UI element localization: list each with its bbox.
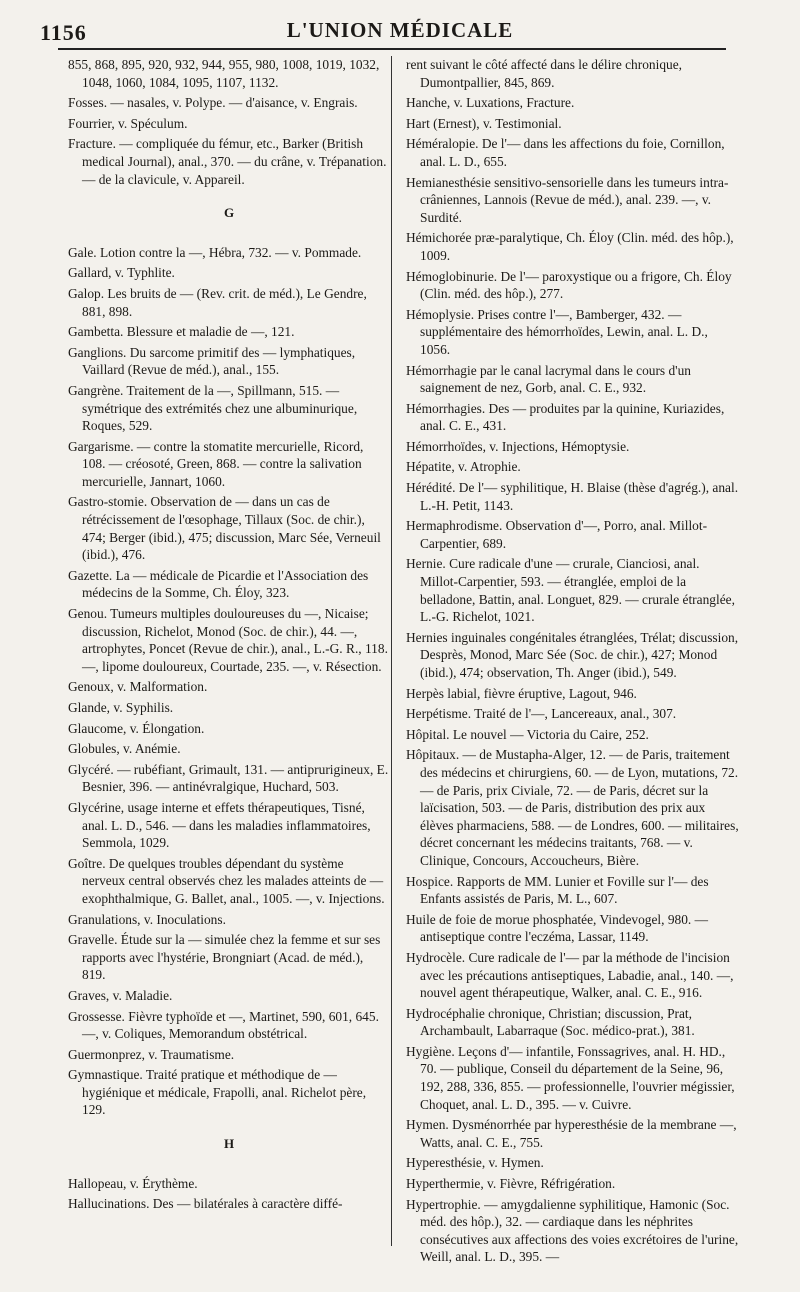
index-entry: Graves, v. Maladie. bbox=[68, 987, 173, 1003]
index-entry: Glaucome, v. Élongation. bbox=[68, 720, 205, 736]
index-entry: Hôpital. Le nouvel — Victoria du Caire, 252. bbox=[406, 726, 649, 742]
index-entry: Hémorrhoïdes, v. Injections, Hémoptysie. bbox=[406, 438, 630, 454]
index-entry: Gargarisme. — contre la stomatite mercurielle, Ricord, 108. — créosoté, Green, 868. — contre la salivation mercurielle, Jannart, 1060. bbox=[68, 438, 364, 489]
index-entry: Guermonprez, v. Traumatisme. bbox=[68, 1046, 235, 1062]
index-entry: Hymen. Dysménorrhée par hyperesthésie de la membrane —, Watts, anal. C. E., 755. bbox=[406, 1117, 737, 1150]
index-entry: Glycérine, usage interne et effets thérapeutiques, Tisné, anal. L. D., 546. — dans les maladies inflammatoires, Semmola, 1029. bbox=[68, 799, 371, 851]
index-entry: Gangrène. Traitement de la —, Spillmann, 515. — symétrique des extrémités chez une albuminurique, Roques, 529. bbox=[68, 382, 358, 434]
page-header bbox=[40, 14, 760, 46]
index-entry: Hérédité. De l'— syphilitique, H. Blaise (thèse d'agrég.), anal. L.-H. Petit, 1143. bbox=[406, 480, 739, 513]
index-entry: Hermaphrodisme. Observation d'—, Porro, anal. Millot-Carpentier, 689. bbox=[406, 518, 708, 551]
index-entry: Huile de foie de morue phosphatée, Vindevogel, 980. — antiseptique contre l'eczéma, Lassar, 1149. bbox=[406, 911, 709, 945]
index-entry: Hallucinations. Des — bilatérales à caractère diffé- bbox=[68, 1196, 343, 1212]
index-entry: Hospice. Rapports de MM. Lunier et Foville sur l'— des Enfants assistés de Paris, M. L., 607. bbox=[406, 873, 709, 907]
index-entry: Hanche, v. Luxations, Fracture. bbox=[406, 95, 575, 111]
index-entry: Hyperthermie, v. Fièvre, Réfrigération. bbox=[406, 1176, 616, 1192]
index-entry: Genoux, v. Malformation. bbox=[68, 679, 208, 695]
section-letter: G bbox=[223, 205, 235, 221]
index-entry: Fourrier, v. Spéculum. bbox=[68, 115, 188, 131]
index-entry: 855, 868, 895, 920, 932, 944, 955, 980, 1008, 1019, 1032, 1048, 1060, 1084, 1095, 1107, 1132. bbox=[68, 57, 380, 90]
index-entry: Glycéré. — rubéfiant, Grimault, 131. — antiprurigineux, E. Besnier, 396. — antinévralgique, Huchard, 503. bbox=[68, 761, 389, 795]
index-entry: Hépatite, v. Atrophie. bbox=[406, 459, 521, 475]
index-entry: Gazette. La — médicale de Picardie et l'Association des médecins de la Somme, Ch. Éloy, 323. bbox=[68, 567, 369, 601]
right-column bbox=[406, 56, 740, 1269]
index-entry: Hypertrophie. — amygdalienne syphilitique, Hamonic (Soc. méd. des hôp.), 32. — cardiaque dans les néphrites consécutives aux affections des voies excrétoires de l'urine, Weill, anal. L. D., 395. — bbox=[406, 1196, 739, 1265]
index-entry: Gallard, v. Typhlite. bbox=[68, 265, 175, 281]
index-entry: Hernies inguinales congénitales étranglées, Trélat; discussion, Desprès, Monod, Marc Sée (Soc. de chir.), 427; Monod (ibid.), 474; observation, Th. Anger (ibid.), 549. bbox=[406, 629, 739, 680]
index-entry: Herpétisme. Traité de l'—, Lancereaux, anal., 307. bbox=[406, 706, 677, 722]
index-entry: Hémoglobinurie. De l'— paroxystique ou a frigore, Ch. Éloy (Clin. méd. des hôp.), 277. bbox=[406, 268, 732, 302]
index-entry: Hyperesthésie, v. Hymen. bbox=[406, 1155, 544, 1171]
index-entry: Granulations, v. Inoculations. bbox=[68, 911, 226, 927]
index-entry: Hydrocèle. Cure radicale de l'— par la méthode de l'incision avec les précautions antiseptiques, Labadie, anal., 140. —, nouvel agent thérapeutique, Walker, anal. C. E., 916. bbox=[406, 949, 734, 1001]
index-entry: Gambetta. Blessure et maladie de —, 121. bbox=[68, 324, 295, 340]
index-entry: Goître. De quelques troubles dépendant du système nerveux central observés chez les malades atteints de — exophthalmique, G. Ballet, anal., 1005. —, v. Injections. bbox=[68, 855, 385, 906]
index-entry: Glande, v. Syphilis. bbox=[68, 700, 174, 715]
index-entry: rent suivant le côté affecté dans le délire chronique, Dumontpallier, 845, 869. bbox=[406, 57, 682, 90]
index-entry: Genou. Tumeurs multiples douloureuses du —, Nicaise; discussion, Richelot, Monod (Soc. de chir.), 44. —, artrophytes, Poncet (Revue de chir.), anal., L.-G. R., 118. —, lipome douloureux, Courtade, 235. —, v. Résection. bbox=[68, 606, 388, 674]
index-entry: Héméralopie. De l'— dans les affections du foie, Cornillon, anal. L. D., 655. bbox=[406, 136, 725, 169]
index-entry: Galop. Les bruits de — (Rev. crit. de méd.), Le Gendre, 881, 898. bbox=[68, 285, 367, 319]
index-entry: Hallopeau, v. Érythème. bbox=[68, 1175, 198, 1191]
index-entry: Hart (Ernest), v. Testimonial. bbox=[406, 115, 562, 131]
index-entry: Hémoplysie. Prises contre l'—, Bamberger, 432. — supplémentaire des hémorrhoïdes, Lewin, anal. L. D., 1056. bbox=[406, 306, 708, 357]
index-entry: Hemianesthésie sensitivo-sensorielle dans les tumeurs intra-crâniennes, Lannois (Revue de méd.), anal. 239. —, v. Surdité. bbox=[406, 174, 729, 225]
index-entry: Gravelle. Étude sur la — simulée chez la femme et sur ses rapports avec l'hystérie, Brongniart (Acad. de méd.), 819. bbox=[68, 932, 381, 983]
index-entry: Fracture. — compliquée du fémur, etc., Barker (British medical Journal), anal., 370. — du crâne, v. Trépanation. — de la clavicule, v. Appareil. bbox=[68, 136, 387, 187]
running-title: L'UNION MÉDICALE bbox=[286, 18, 514, 42]
index-entry: Grossesse. Fièvre typhoïde et —, Martinet, 590, 601, 645. —, v. Coliques, Memorandum obstétrical. bbox=[68, 1008, 379, 1042]
page-number: 1156 bbox=[40, 20, 87, 45]
left-column bbox=[68, 56, 390, 1216]
index-entry: Gale. Lotion contre la —, Hébra, 732. — v. Pommade. bbox=[68, 244, 362, 260]
index-entry: Herpès labial, fièvre éruptive, Lagout, 946. bbox=[406, 685, 637, 701]
index-entry: Hémorrhagies. Des — produites par la quinine, Kuriazides, anal. C. E., 431. bbox=[406, 400, 725, 434]
index-entry: Ganglions. Du sarcome primitif des — lymphatiques, Vaillard (Revue de méd.), anal., 155. bbox=[68, 344, 356, 378]
index-entry: Hernie. Cure radicale d'une — crurale, Cianciosi, anal. Millot-Carpentier, 593. — étranglée, emploi de la belladone, Battin, anal. Longuet, 829. — crurale étranglée, L.-G. Richelot, 1021. bbox=[406, 556, 735, 625]
index-entry: Hygiène. Leçons d'— infantile, Fonssagrives, anal. H. HD., 70. — publique, Conseil du département de la Seine, 96, 192, 288, 336, 855. — professionnelle, l'ouvrier mégissier, Choquet, anal. L. D., 395. — v. Cuivre. bbox=[406, 1043, 735, 1112]
index-entry: Globules, v. Anémie. bbox=[68, 741, 181, 757]
header-rule bbox=[58, 48, 726, 50]
section-letter: H bbox=[223, 1136, 235, 1152]
index-entry: Hémichorée præ-paralytique, Ch. Éloy (Clin. méd. des hôp.), 1009. bbox=[406, 230, 734, 263]
column-divider bbox=[391, 56, 392, 1246]
index-entry: Hémorrhagie par le canal lacrymal dans le cours d'un saignement de nez, Gorb, anal. C. E., 932. bbox=[406, 362, 691, 396]
index-entry: Gymnastique. Traité pratique et méthodique de — hygiénique et médicale, Frapolli, anal. Richelot père, 129. bbox=[68, 1067, 367, 1118]
index-entry: Hydrocéphalie chronique, Christian; discussion, Prat, Archambault, Labarraque (Soc. médico-prat.), 381. bbox=[406, 1005, 695, 1039]
index-entry: Hôpitaux. — de Mustapha-Alger, 12. — de Paris, traitement des médecins et chirurgiens, 60. — de Lyon, mutations, 72. — de Paris, prix Civiale, 72. — de Paris, décret sur la laïcisation, 503. — de Paris, distribution des prix aux élèves pharmaciens, 588. — de Londres, 600. — militaires, décret concernant les médecins traitants, 768. — v. Clinique, Concours, Accoucheurs, Bière. bbox=[406, 747, 739, 868]
index-entry: Gastro-stomie. Observation de — dans un cas de rétrécissement de l'œsophage, Tillaux (Soc. de chir.), 474; Berger (ibid.), 475; discussion, Marc Sée, Verneuil (ibid.), 476. bbox=[68, 494, 381, 563]
index-entry: Fosses. — nasales, v. Polype. — d'aisance, v. Engrais. bbox=[68, 95, 358, 111]
